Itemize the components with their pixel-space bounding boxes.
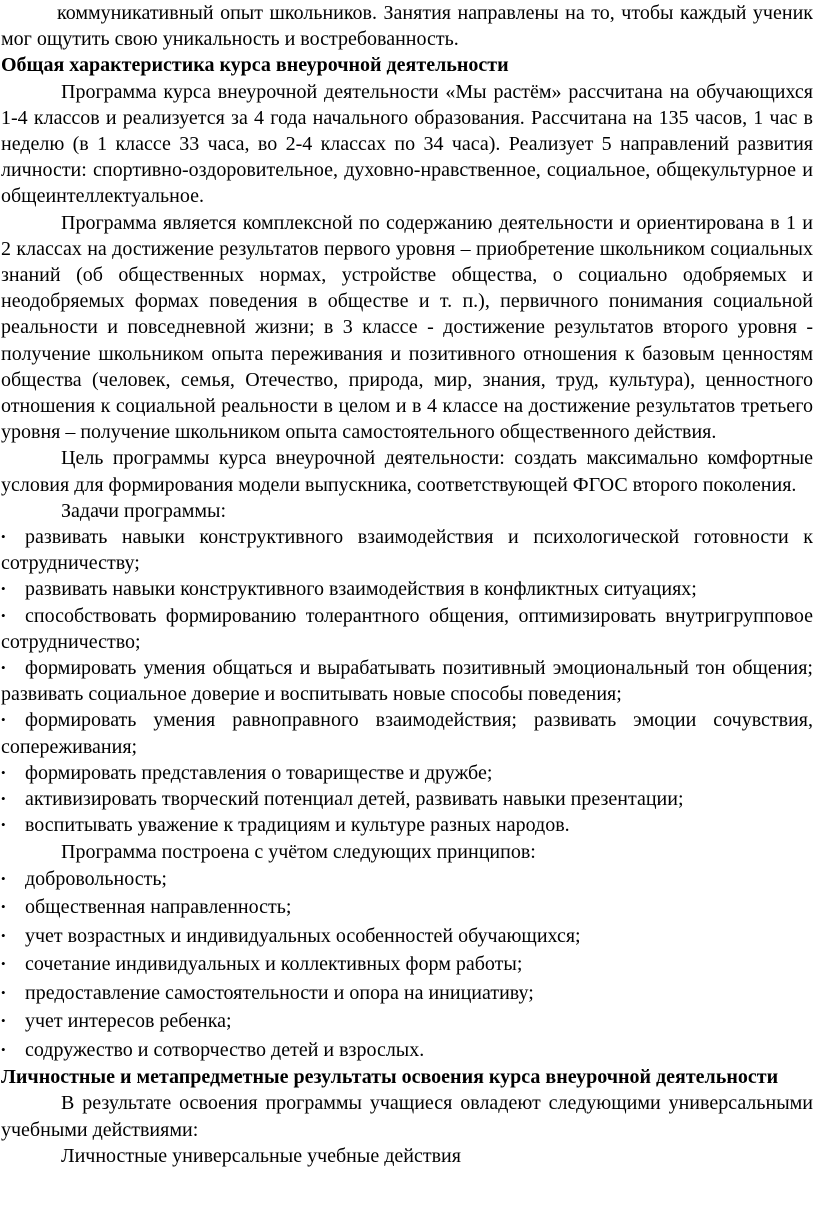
bullet-icon: • [1, 956, 6, 972]
intro-continuation: коммуникативный опыт школьников. Занятия направлены на то, чтобы каждый ученик мог ощутить свою уникальность и востребованность. [1, 2, 813, 51]
list-item [1, 786, 813, 812]
paragraph-learning-outcomes: В результате освоения программы учащиеся овладеют следующими универсальными учебными действиями: [1, 1092, 813, 1141]
list-item-text: учет возрастных и индивидуальных особенностей обучающихся; [25, 924, 581, 947]
list-item-text: воспитывать уважение к традициям и культуре разных народов. [25, 814, 570, 837]
paragraph-program-scope: Программа курса внеурочной деятельности «Мы растём» рассчитана на обучающихся 1-4 классов и реализуется за 4 года начального образования. Рассчитана на 135 часов, 1 час в неделю (в 1 классе 33 часа, во 2-4 классах по 34 часа). Реализует 5 направлений развития личности: спортивно-оздоровительное, духовно-нравственное, социальное, общекультурное и общеинтеллектуальное. [1, 80, 813, 208]
list-item [1, 950, 813, 979]
paragraph-program-goal: Цель программы курса внеурочной деятельности: создать максимально комфортные условия для формирования модели выпускника, соответствующей ФГОС второго поколения. [1, 447, 813, 496]
list-item-text: развивать навыки конструктивного взаимодействия и психологической готовности к сотрудничеству; [1, 526, 813, 575]
bullet-icon: • [1, 581, 6, 597]
bullet-icon: • [1, 927, 6, 943]
bullet-icon: • [1, 607, 6, 623]
list-item [1, 603, 813, 655]
list-item [1, 576, 813, 602]
principles-list [1, 865, 813, 1065]
bullet-icon: • [1, 899, 6, 915]
bullet-icon: • [1, 1041, 6, 1057]
list-item [1, 922, 813, 951]
bullet-icon: • [1, 817, 6, 833]
tasks-title: Задачи программы: [61, 499, 226, 522]
bullet-icon: • [1, 1013, 6, 1029]
principles-title: Программа построена с учётом следующих принципов: [61, 840, 536, 863]
list-item-text: сочетание индивидуальных и коллективных форм работы; [25, 953, 523, 976]
bullet-icon: • [1, 791, 6, 807]
list-item-text: активизировать творческий потенциал детей, развивать навыки презентации; [25, 788, 684, 811]
bullet-icon: • [1, 712, 6, 728]
list-item-text: учет интересов ребенка; [25, 1010, 232, 1033]
list-item [1, 707, 813, 759]
list-item-text: общественная направленность; [25, 896, 292, 919]
section-heading-results: Личностные и метапредметные результаты освоения курса внеурочной деятельности [1, 1066, 779, 1089]
bullet-icon: • [1, 984, 6, 1000]
list-item [1, 893, 813, 922]
section-heading-course-overview: Общая характеристика курса внеурочной деятельности [1, 54, 509, 77]
list-item-text: добровольность; [25, 867, 167, 890]
list-item-text: предоставление самостоятельности и опора на инициативу; [25, 981, 534, 1004]
list-item [1, 812, 813, 838]
list-item-text: содружество и сотворчество детей и взрослых. [25, 1038, 425, 1061]
tasks-list [1, 524, 813, 838]
list-item [1, 1007, 813, 1036]
paragraph-program-levels: Программа является комплексной по содержанию деятельности и ориентирована в 1 и 2 классах на достижение результатов первого уровня – приобретение школьником социальных знаний (об общественных нормах, устройстве общества, о социально одобряемых и неодобряемых формах поведения в обществе и т. п.), первичного понимания социальной реальности и повседневной жизни; в 3 классе - достижение результатов второго уровня - получение школьником опыта переживания и позитивного отношения к базовым ценностям общества (человек, семья, Отечество, природа, мир, знания, труд, культура), ценностного отношения к социальной реальности в целом и в 4 классе на достижение результатов третьего уровня – получение школьником опыта самостоятельного общественного действия. [1, 211, 813, 444]
list-item [1, 524, 813, 576]
list-item [1, 1036, 813, 1065]
list-item [1, 865, 813, 894]
list-item-text: способствовать формированию толерантного общения, оптимизировать внутригрупповое сотрудничество; [1, 604, 813, 653]
list-item-text: формировать умения общаться и вырабатывать позитивный эмоциональный тон общения; развивать социальное доверие и воспитывать новые способы поведения; [1, 657, 813, 706]
bullet-icon: • [1, 529, 6, 545]
list-item [1, 655, 813, 707]
list-item-text: формировать умения равноправного взаимодействия; развивать эмоции сочувствия, сопереживания; [1, 709, 813, 758]
list-item-text: формировать представления о товариществе и дружбе; [25, 761, 493, 784]
list-item [1, 979, 813, 1008]
list-item-text: развивать навыки конструктивного взаимодействия в конфликтных ситуациях; [25, 578, 697, 601]
list-item [1, 760, 813, 786]
bullet-icon: • [1, 764, 6, 780]
bullet-icon: • [1, 870, 6, 886]
subheading-personal-actions: Личностные универсальные учебные действия [61, 1144, 461, 1167]
bullet-icon: • [1, 660, 6, 676]
